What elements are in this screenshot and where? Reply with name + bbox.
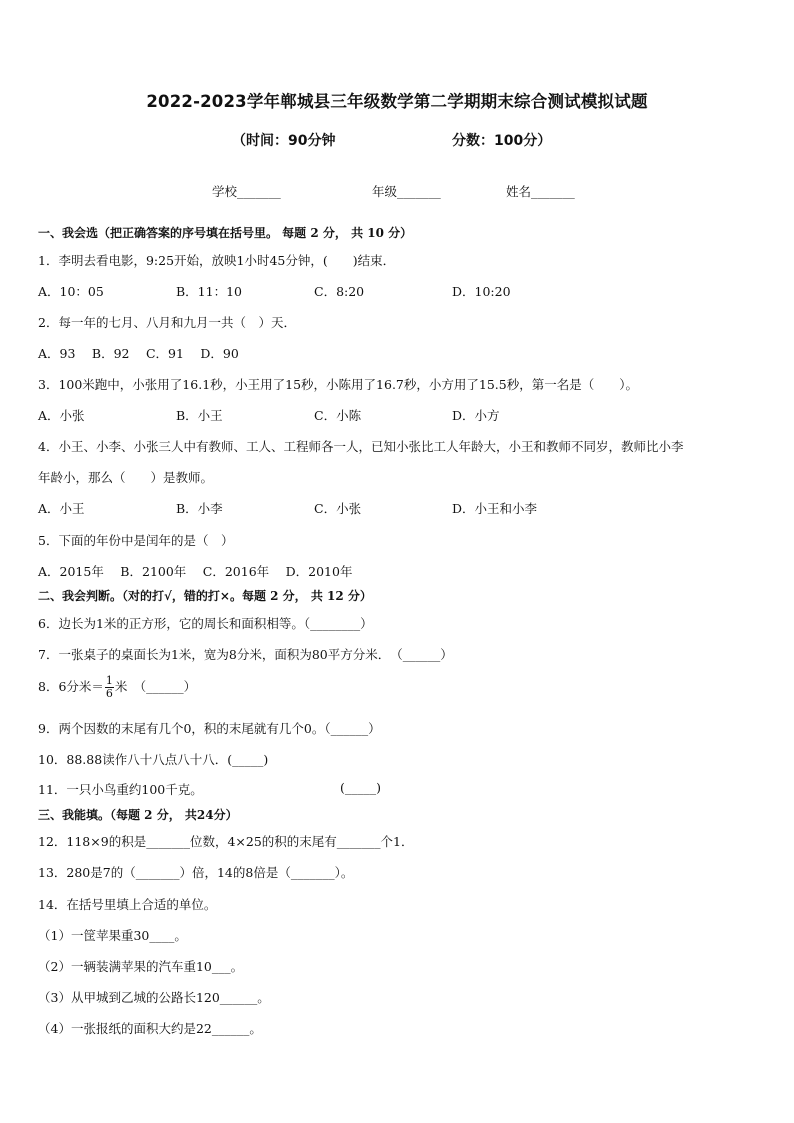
question-13: 13．280是7的（_______）倍，14的8倍是（_______）。 — [38, 865, 354, 880]
q2-options: A．93 B．92 C．91 D．90 — [38, 346, 239, 361]
exam-score: 分数：100分） — [452, 133, 552, 149]
q11-answer-blank: (_____) — [340, 780, 382, 795]
q4-option-b: B．小李 — [176, 501, 223, 516]
name-field: 姓名_______ — [506, 184, 575, 199]
section-heading-3: 三、我能填。（每题 2 分， 共24分） — [38, 808, 238, 822]
question-9: 9．两个因数的末尾有几个0，积的末尾就有几个0。（______） — [38, 721, 381, 736]
question-14-part-3: （3）从甲城到乙城的公路长120______。 — [38, 990, 270, 1005]
question-4-line-1: 4．小王、小李、小张三人中有教师、工人、工程师各一人，已知小张比工人年龄大，小王和教师不同岁，教师比小李 — [38, 439, 684, 454]
q3-option-a: A．小张 — [38, 408, 85, 423]
q1-option-d: D．10:20 — [452, 284, 511, 299]
question-7: 7．一张桌子的桌面长为1米，宽为8分米，面积为80平方分米． （______） — [38, 647, 453, 662]
question-14-part-2: （2）一辆装满苹果的汽车重10___。 — [38, 959, 244, 974]
grade-field: 年级_______ — [372, 184, 441, 199]
q3-option-b: B．小王 — [176, 408, 223, 423]
section-heading-1: 一、我会选（把正确答案的序号填在括号里。 每题 2 分， 共 10 分） — [38, 226, 413, 240]
question-6: 6．边长为1米的正方形，它的周长和面积相等。（________） — [38, 616, 373, 631]
question-1: 1．李明去看电影，9:25开始，放映1小时45分钟，( )结束． — [38, 253, 396, 268]
q8-fraction — [105, 675, 114, 700]
section-heading-2: 二、我会判断。（对的打√，错的打×。每题 2 分， 共 12 分） — [38, 589, 372, 603]
exam-time: （时间：90分钟 — [232, 133, 336, 149]
q8-suffix: 米 （______） — [114, 679, 197, 694]
question-8 — [38, 675, 196, 700]
question-12: 12．118×9的积是_______位数，4×25的积的末尾有_______个1． — [38, 834, 414, 849]
question-5: 5．下面的年份中是闰年的是（ ） — [38, 533, 234, 548]
fraction-numerator: 1 — [105, 674, 113, 687]
q4-option-d: D．小王和小李 — [452, 501, 538, 516]
q4-option-a: A．小王 — [38, 501, 85, 516]
question-10: 10．88.88读作八十八点八十八．(_____) — [38, 752, 269, 767]
question-2: 2．每一年的七月、八月和九月一共（ ）天． — [38, 315, 296, 330]
q5-options: A．2015年 B．2100年 C．2016年 D．2010年 — [38, 564, 353, 579]
school-field: 学校_______ — [212, 184, 281, 199]
q3-option-c: C．小陈 — [314, 408, 362, 423]
q8-prefix: 8．6分米＝ — [38, 679, 104, 694]
q1-option-b: B．11：10 — [176, 284, 242, 299]
q1-option-a: A．10：05 — [38, 284, 104, 299]
q4-option-c: C．小张 — [314, 501, 362, 516]
question-14-part-1: （1）一筐苹果重30____。 — [38, 928, 187, 943]
question-14: 14．在括号里填上合适的单位。 — [38, 897, 217, 912]
q3-option-d: D．小方 — [452, 408, 500, 423]
fraction-denominator: 6 — [105, 687, 113, 700]
question-4-line-2: 年龄小，那么（ ）是教师。 — [38, 470, 214, 485]
question-11: 11．一只小鸟重约100千克。 — [38, 782, 203, 797]
question-14-part-4: （4）一张报纸的面积大约是22______。 — [38, 1021, 262, 1036]
page-title: 2022-2023学年郸城县三年级数学第二学期期末综合测试模拟试题 — [146, 92, 648, 111]
q1-option-c: C．8:20 — [314, 284, 365, 299]
question-3: 3．100米跑中，小张用了16.1秒，小王用了15秒，小陈用了16.7秒，小方用了15.5秒，第一名是（ ）。 — [38, 377, 638, 392]
